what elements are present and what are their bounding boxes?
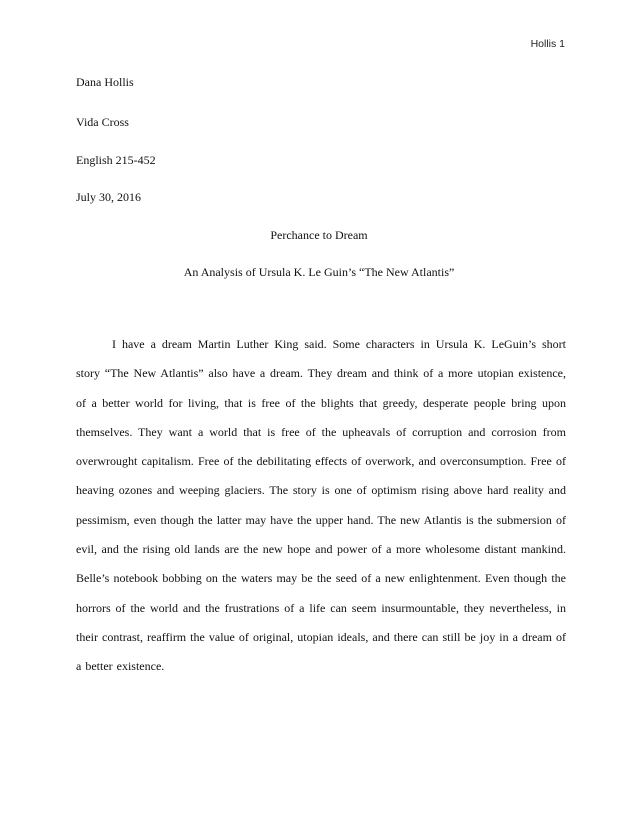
author-name: Dana Hollis (76, 75, 134, 89)
essay-date: July 30, 2016 (76, 190, 142, 204)
body-paragraph: I have a dream Martin Luther King said. Some characters in Ursula K. LeGuin’s short story “The New Atlantis” also have a dream. They dream and think of a more utopian existence, of a better world for living, that is free of the blights that greedy, desperate people bring upon themselves. They want a world that is free of the upheavals of corruption and corrosion from overwrought capitalism. Free of the debilitating effects of overwork, and overconsumption. Free of heaving ozones and weeping glaciers. The story is one of optimism rising above hard reality and pessimism, even though the latter may have the upper hand. The new Atlantis is the submersion of evil, and the rising old lands are the new hope and power of a more wholesome distant mankind. Belle’s notebook bobbing on the waters may be the seed of a new enlightenment. Even though the horrors of the world and the frustrations of a life can seem insurmountable, they nevertheless, in their contrast, reaffirm the value of original, utopian ideals, and there can still be joy in a dream of a better existence. (76, 337, 566, 674)
essay-title: Perchance to Dream (270, 228, 368, 242)
course-name: English 215-452 (76, 153, 156, 167)
essay-subtitle: An Analysis of Ursula K. Le Guin’s “The New Atlantis” (183, 265, 455, 279)
running-head: Hollis 1 (530, 38, 565, 50)
instructor-name: Vida Cross (76, 115, 129, 129)
